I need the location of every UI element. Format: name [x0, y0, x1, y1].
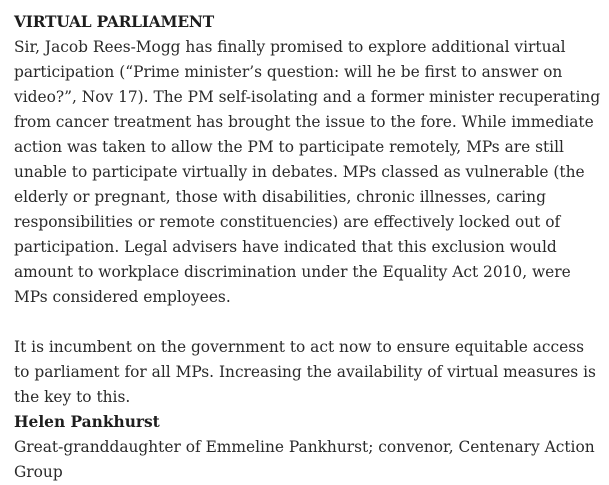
author-name: Helen Pankhurst: [14, 413, 160, 431]
letter-heading: VIRTUAL PARLIAMENT: [14, 13, 215, 31]
letter: [14, 10, 604, 485]
letter-paragraph-1: Sir, Jacob Rees-Mogg has finally promised to explore additional virtual participation (“Prime minister’s question: will he be first to answer on video?”, Nov 17). The PM self-isolating and a former minister recuperating from cancer treatment has brought the issue to the fore. While immediate action was taken to allow the PM to participate remotely, MPs are still unable to participate virtually in debates. MPs classed as vulnerable (the elderly or pregnant, those with disabilities, chronic illnesses, caring responsibilities or remote constituencies) are effectively locked out of participation. Legal advisers have indicated that this exclusion would amount to workplace discrimination under the Equality Act 2010, were MPs considered employees.: [14, 38, 601, 306]
author-title: Great-granddaughter of Emmeline Pankhurst; convenor, Centenary Action Group: [14, 438, 595, 481]
letter-paragraph-2: It is incumbent on the government to act now to ensure equitable access to parliament for all MPs. Increasing the availability of virtual measures is the key to this.: [14, 338, 596, 406]
